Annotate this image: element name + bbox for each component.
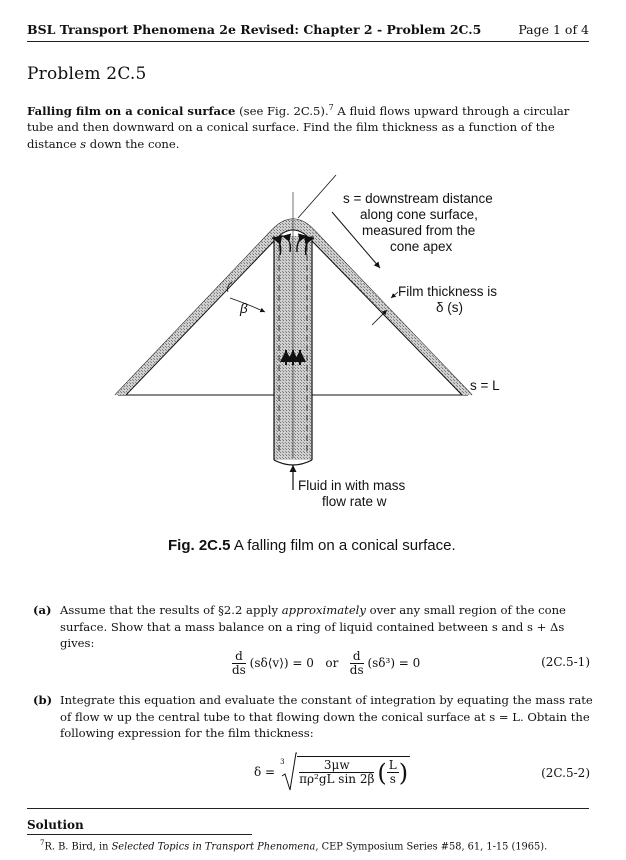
inflow-label-line1: Fluid in with mass xyxy=(298,478,406,493)
intro-figref: (see Fig. 2C.5). xyxy=(235,103,329,118)
caption-number: Fig. 2C.5 xyxy=(168,537,231,554)
s-label-line3: measured from the xyxy=(362,223,476,238)
part-a-text-2: over any small region of the cone surface. Show that a mass balance on a ring of liquid contained between s and s + Δs gives: xyxy=(60,603,566,650)
caption-text: A falling film on a conical surface. xyxy=(230,537,456,554)
eq1-fraction-left: $\frac{d}{ds}$ xyxy=(232,649,246,677)
figure-caption xyxy=(168,535,468,556)
part-a-label: (a) xyxy=(33,603,52,617)
s-equals-L-label: s = L xyxy=(470,378,500,393)
intro-var: s xyxy=(80,136,87,151)
eq2-main-fraction: $\frac{3\mu w}{\text{πρ²gL sin 2β}}$ xyxy=(299,758,375,786)
solution-heading: Solution xyxy=(27,808,589,832)
part-a-text xyxy=(60,602,593,652)
equation-number-2: (2C.5-2) xyxy=(541,766,590,780)
part-a-text-1: Assume that the results of §2.2 apply xyxy=(60,603,282,617)
eq1-fraction-right: $\frac{d}{ds}$ xyxy=(349,649,364,677)
equation-2c5-2 xyxy=(254,752,410,792)
problem-intro xyxy=(27,100,592,152)
inflow-label-line2: flow rate w xyxy=(322,494,387,509)
s-label-line4: cone apex xyxy=(390,239,453,254)
part-b-label: (b) xyxy=(33,693,53,707)
footnote-rest: , CEP Symposium Series #58, 61, 1-15 (1965). xyxy=(315,841,548,853)
page-header xyxy=(27,22,589,42)
intro-tail: down the cone. xyxy=(86,136,180,151)
part-b xyxy=(33,692,593,742)
beta-label: β xyxy=(240,301,248,316)
problem-title: Problem 2C.5 xyxy=(27,64,147,84)
footnote-book: Selected Topics in Transport Phenomena xyxy=(111,841,316,853)
header-title: BSL Transport Phenomena 2e Revised: Chapter 2 - Problem 2C.5 xyxy=(27,22,482,37)
s-label-line1: s = downstream distance xyxy=(343,191,493,206)
part-b-text: Integrate this equation and evaluate the constant of integration by equating the mass rate of flow w up the central tube to that flowing down the conical surface at s = L. Obtain the following expression for the film thickness: xyxy=(60,693,593,740)
eq1-or: or xyxy=(325,656,339,670)
eq1-right-term: (sδ³) = 0 xyxy=(367,656,421,670)
intro-bold-title: Falling film on a conical surface xyxy=(27,103,236,118)
eq2-cube-root: 3 $\frac{3\mu w}{\text{πρ²gL sin 2β}}$ ( $\frac{L}{s}$ ) xyxy=(281,752,410,792)
equation-number-1: (2C.5-1) xyxy=(541,655,590,669)
page-number: Page 1 of 4 xyxy=(518,22,589,37)
footnote-rule xyxy=(27,834,252,835)
cone-figure xyxy=(100,170,530,509)
apex-leader-line xyxy=(298,175,336,218)
eq2-ratio: $\frac{L}{s}$ xyxy=(388,758,397,786)
film-label-line1: Film thickness is xyxy=(398,284,498,299)
cone-diagram xyxy=(100,170,530,509)
part-a-emphasis: approximately xyxy=(281,603,366,617)
footnote xyxy=(40,839,547,852)
footnote-ref: 7 xyxy=(328,103,334,112)
equation-2c5-1 xyxy=(232,650,420,677)
eq1-left-term: (sδ⟨v⟩) = 0 xyxy=(249,656,314,670)
eq2-delta: δ = xyxy=(254,765,276,779)
film-label-line2: δ (s) xyxy=(436,300,464,315)
part-a xyxy=(33,602,593,652)
footnote-mark: 7 xyxy=(40,839,45,847)
intro-text: A fluid flows upward through a circular tube and then downward on a conical surface. Find the film thickness as a function of the distance xyxy=(27,103,570,151)
s-label-line2: along cone surface, xyxy=(360,207,478,222)
footnote-author: R. B. Bird, in xyxy=(44,841,112,853)
